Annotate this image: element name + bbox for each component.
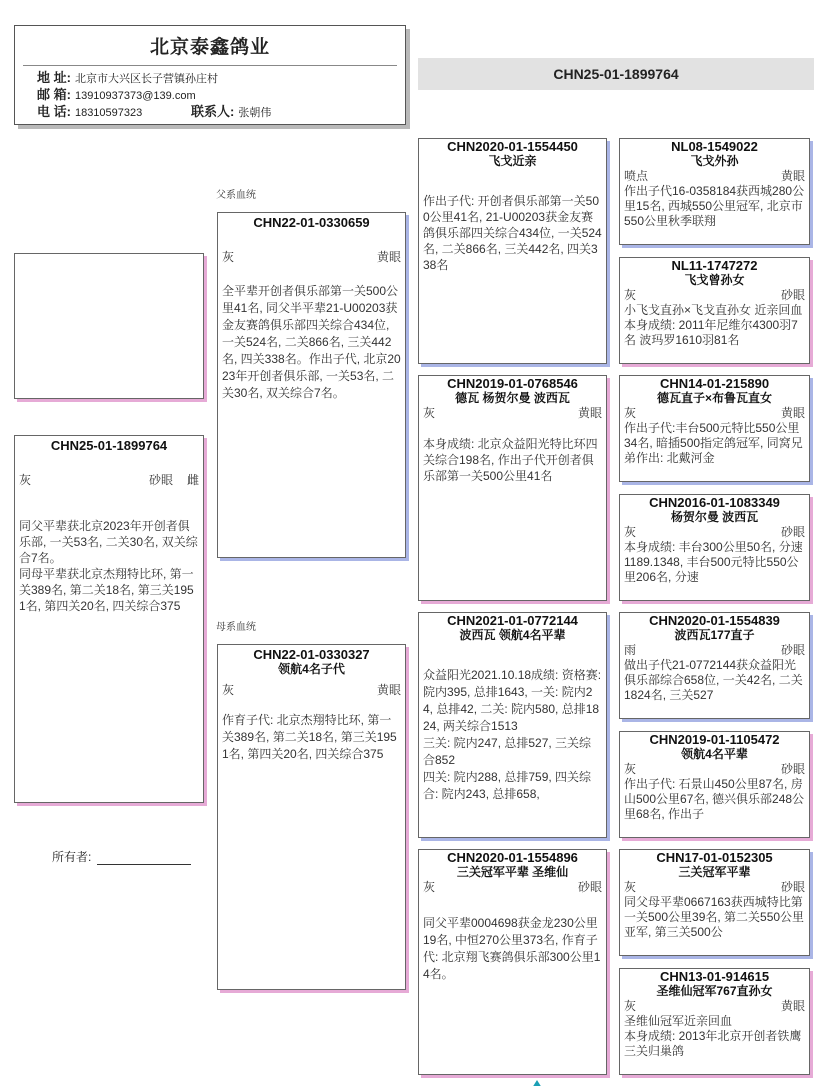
subject-eye: 砂眼 xyxy=(148,473,173,487)
breeder-info-card xyxy=(14,25,406,125)
farm-name: 北京泰鑫鸽业 xyxy=(149,37,270,58)
gp-sd-attrs xyxy=(419,406,606,421)
ggp-1-description: 作出子代16-0358184获西城280公里15名, 西城550公里冠军, 北京市550公里秋季联翔 xyxy=(624,184,805,228)
great-grandparent-1-card xyxy=(619,138,810,245)
ggp-4-ring: CHN2016-01-1083349 xyxy=(649,495,780,510)
pedigree-title-ring: CHN25-01-1899764 xyxy=(418,58,814,90)
owner-label: 所有者: xyxy=(52,850,92,864)
ggp-3-color: 灰 xyxy=(624,406,637,420)
great-grandparent-7-card xyxy=(619,849,810,956)
dam-card xyxy=(217,644,406,990)
ggp-1-color: 喷点 xyxy=(624,169,649,183)
ggp-2-eye: 砂眼 xyxy=(780,288,805,302)
ggp-1-name: 飞戈外孙 xyxy=(690,154,739,168)
gp-dd-eye: 砂眼 xyxy=(577,880,602,894)
ggp-4-color: 灰 xyxy=(624,525,637,539)
ggp-7-eye: 砂眼 xyxy=(780,880,805,894)
ggp-4-attrs xyxy=(620,525,809,540)
ggp-1-eye: 黄眼 xyxy=(780,169,805,183)
great-grandparent-8-card xyxy=(619,968,810,1075)
phone-value: 18310597323 xyxy=(74,107,143,119)
subject-attrs xyxy=(15,473,203,488)
address-line xyxy=(37,71,218,86)
sire-line-label: 父系血统 xyxy=(216,190,256,201)
phone-line xyxy=(37,105,142,120)
sire-card xyxy=(217,212,406,558)
owner-blank-line xyxy=(97,853,191,865)
ggp-6-description: 作出子代: 石景山450公里87名, 房山500公里67名, 德兴俱乐部248公里68名, 作出子 xyxy=(624,777,805,821)
ggp-6-attrs xyxy=(620,762,809,777)
email-label: 邮 箱: xyxy=(37,87,71,102)
ggp-8-description: 圣维仙冠军近亲回血 本身成绩: 2013年北京开创者铁鹰三关归巢鸽 xyxy=(624,1014,802,1058)
photo-placeholder xyxy=(14,253,204,399)
ggp-5-attrs xyxy=(620,643,809,658)
ggp-2-description: 小飞戈直孙×飞戈直孙女 近亲回血 本身成绩: 2011年尼维尔4300羽7名 波玛罗1610羽81名 xyxy=(624,303,806,347)
address-value: 北京市大兴区长子营镇孙庄村 xyxy=(74,73,218,85)
ggp-2-name: 飞戈曾孙女 xyxy=(684,273,745,287)
sire-color: 灰 xyxy=(222,250,235,264)
gp-ss-description: 作出子代: 开创者俱乐部第一关500公里41名, 21-U00203获金友赛鸽俱乐部四关综合434位, 一关524名, 二关866名, 三关442名, 四关338名 xyxy=(423,194,602,272)
ggp-5-color: 雨 xyxy=(624,643,637,657)
subject-card xyxy=(14,435,204,803)
address-label: 地 址: xyxy=(37,70,71,85)
gp-sd-description: 本身成绩: 北京众益阳光特比环四关综合198名, 作出子代开创者俱乐部第一关500公里41名 xyxy=(423,437,598,483)
ggp-3-attrs xyxy=(620,406,809,421)
great-grandparent-6-card xyxy=(619,731,810,838)
email-line xyxy=(37,88,196,103)
ggp-4-name: 杨贺尔曼 波西瓦 xyxy=(670,510,759,524)
ggp-7-color: 灰 xyxy=(624,880,637,894)
gp-ds-description: 众益阳光2021.10.18成绩: 资格赛: 院内395, 总排1643, 一关: 院内24, 总排42, 二关: 院内580, 总排1824, 两关综合1513 三关: 院内247, 总排527, 三关综合852 四关: 院内288, 总排759, 四关综合: 院内243, 总排658, xyxy=(423,668,602,801)
ggp-8-name: 圣维仙冠军767直孙女 xyxy=(656,984,773,998)
contact-label: 联系人: xyxy=(191,104,235,119)
sire-description: 全平辈开创者俱乐部第一关500公里41名, 同父半平辈21-U00203获金友赛鸽俱乐部四关综合434位, 一关524名, 二关866名, 三关442名, 四关338名。作出子代, 北京2023年开创者俱乐部, 一关53名, 二关30名, 双关综合7名。 xyxy=(222,284,401,400)
grandsire-paternal-card xyxy=(418,138,607,364)
dam-name: 领航4名子代 xyxy=(278,662,345,676)
ggp-6-eye: 砂眼 xyxy=(780,762,805,776)
grandsire-maternal-card xyxy=(418,612,607,838)
subject-color: 灰 xyxy=(19,473,32,487)
ggp-7-ring: CHN17-01-0152305 xyxy=(656,850,773,865)
ggp-8-ring: CHN13-01-914615 xyxy=(659,969,770,984)
gp-sd-ring: CHN2019-01-0768546 xyxy=(447,376,578,391)
ggp-7-description: 同父母平辈0667163获西城特比第一关500公里39名, 第二关550公里亚军, 第三关500公 xyxy=(624,895,805,939)
contact-line xyxy=(191,105,271,120)
gp-ds-name: 波西瓦 领航4名平辈 xyxy=(459,628,566,642)
ggp-8-color: 灰 xyxy=(624,999,637,1013)
ggp-8-eye: 黄眼 xyxy=(780,999,805,1013)
gp-dd-attrs xyxy=(419,880,606,895)
email-value: 13910937373@139.com xyxy=(74,90,196,102)
ggp-5-ring: CHN2020-01-1554839 xyxy=(649,613,780,628)
granddam-paternal-card xyxy=(418,375,607,601)
dam-eye: 黄眼 xyxy=(376,683,401,697)
gp-ss-ring: CHN2020-01-1554450 xyxy=(447,139,578,154)
ggp-3-name: 德瓦直子×布鲁瓦直女 xyxy=(656,391,772,405)
ggp-7-attrs xyxy=(620,880,809,895)
ggp-8-attrs xyxy=(620,999,809,1014)
gp-dd-color: 灰 xyxy=(423,880,436,894)
ggp-1-ring: NL08-1549022 xyxy=(671,139,758,154)
dam-ring: CHN22-01-0330327 xyxy=(253,647,370,662)
gp-dd-name: 三关冠军平辈 圣维仙 xyxy=(456,865,569,879)
ggp-6-ring: CHN2019-01-1105472 xyxy=(649,732,780,747)
contact-value: 张朝伟 xyxy=(238,107,272,119)
dam-description: 作育子代: 北京杰翔特比环, 第一关389名, 第二关18名, 第三关1951名, 第四关20名, 四关综合375 xyxy=(222,713,397,761)
great-grandparent-2-card xyxy=(619,257,810,364)
gp-dd-ring: CHN2020-01-1554896 xyxy=(447,850,578,865)
ggp-5-description: 做出子代21-0772144获众益阳光俱乐部综合658位, 一关42名, 二关1824名, 三关527 xyxy=(624,658,803,702)
gp-dd-description: 同父平辈0004698获金龙230公里19名, 中恒270公里373名, 作育子代: 北京翔飞赛鸽俱乐部300公里14名。 xyxy=(423,916,601,981)
ggp-2-color: 灰 xyxy=(624,288,637,302)
dam-color: 灰 xyxy=(222,683,235,697)
ggp-6-name: 领航4名平辈 xyxy=(681,747,748,761)
dam-line-label: 母系血统 xyxy=(216,622,256,633)
ggp-3-ring: CHN14-01-215890 xyxy=(659,376,770,391)
gp-ds-ring: CHN2021-01-0772144 xyxy=(447,613,578,628)
sire-ring: CHN22-01-0330659 xyxy=(253,215,370,230)
ggp-6-color: 灰 xyxy=(624,762,637,776)
gp-ss-name: 飞戈近亲 xyxy=(488,154,537,168)
great-grandparent-3-card xyxy=(619,375,810,482)
sire-eye: 黄眼 xyxy=(376,250,401,264)
great-grandparent-5-card xyxy=(619,612,810,719)
sire-attrs xyxy=(218,250,405,265)
ggp-7-name: 三关冠军平辈 xyxy=(678,865,751,879)
ggp-5-name: 波西瓦177直子 xyxy=(674,628,755,642)
phone-label: 电 话: xyxy=(37,104,71,119)
gp-sd-color: 灰 xyxy=(423,406,436,420)
owner-field xyxy=(52,848,191,865)
header-divider xyxy=(23,65,397,66)
gp-sd-name: 德瓦 杨贺尔曼 波西瓦 xyxy=(455,391,570,405)
subject-description: 同父平辈获北京2023年开创者俱乐部, 一关53名, 二关30名, 双关综合7名。 同母平辈获北京杰翔特比环, 第一关389名, 第二关18名, 第三关1951名, 第四关20名, 四关综合375 xyxy=(19,519,198,613)
granddam-maternal-card xyxy=(418,849,607,1075)
ggp-2-attrs xyxy=(620,288,809,303)
ggp-5-eye: 砂眼 xyxy=(780,643,805,657)
ggp-4-eye: 砂眼 xyxy=(780,525,805,539)
ggp-3-description: 作出子代:丰台500元特比550公里34名, 暗插500指定鸽冠军, 同窝兄弟作出: 北戴河金 xyxy=(624,421,803,465)
ggp-3-eye: 黄眼 xyxy=(780,406,805,420)
subject-ring: CHN25-01-1899764 xyxy=(50,438,168,453)
subject-sex: 雌 xyxy=(186,473,199,487)
dam-attrs xyxy=(218,683,405,698)
ggp-2-ring: NL11-1747272 xyxy=(671,258,758,273)
ggp-4-description: 本身成绩: 丰台300公里50名, 分速1189.1348, 丰台500元特比550公里206名, 分速 xyxy=(624,540,803,584)
bottom-logo-fragment-icon xyxy=(530,1078,544,1086)
great-grandparent-4-card xyxy=(619,494,810,601)
ggp-1-attrs xyxy=(620,169,809,184)
gp-sd-eye: 黄眼 xyxy=(577,406,602,420)
